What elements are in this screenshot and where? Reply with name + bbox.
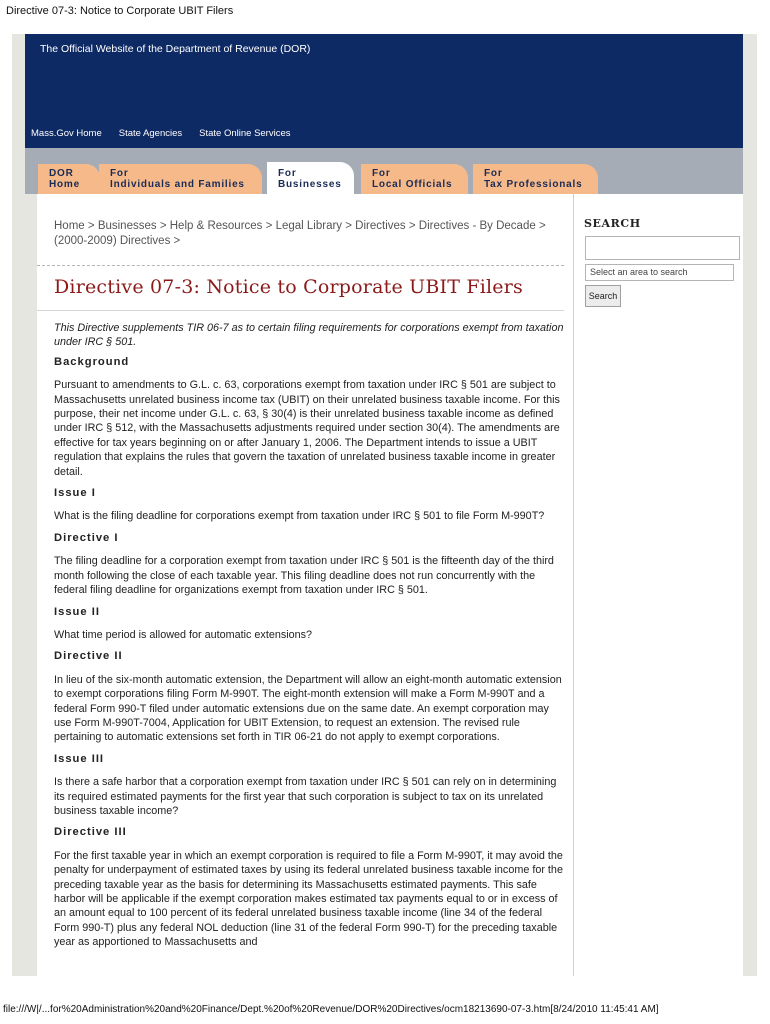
main-content: [37, 194, 573, 976]
nav-link-massgov-home[interactable]: Mass.Gov Home: [31, 128, 102, 139]
breadcrumb-separator: >: [159, 220, 167, 232]
title-rule: [37, 310, 564, 311]
tab-tax-professionals[interactable]: [473, 164, 598, 194]
search-input[interactable]: [585, 236, 740, 260]
section-heading: Directive III: [54, 826, 127, 839]
top-navigation: [31, 128, 291, 139]
section-text: What is the filing deadline for corporations exempt from taxation under IRC § 501 to file Form M-990T?: [54, 510, 545, 523]
breadcrumb-separator: >: [173, 235, 181, 247]
nav-link-state-online-services[interactable]: State Online Services: [199, 128, 291, 139]
tab-individuals-families[interactable]: [99, 164, 262, 194]
breadcrumb-legal-library[interactable]: Legal Library: [275, 220, 343, 232]
section-heading: Directive II: [54, 650, 123, 663]
section-heading: Issue I: [54, 487, 96, 500]
tab-label-line2: Home: [49, 179, 80, 190]
tab-label-line2: Businesses: [278, 179, 342, 190]
site-title: The Official Website of the Department of Revenue (DOR): [40, 43, 311, 55]
tab-label-line2: Individuals and Families: [110, 179, 245, 190]
tab-local-officials[interactable]: [361, 164, 468, 194]
search-sidebar: [573, 194, 743, 976]
tab-label-line1: For: [484, 168, 503, 179]
section-text: What time period is allowed for automatic extensions?: [54, 628, 313, 641]
site-masthead: [25, 34, 743, 148]
tab-label-line1: For: [278, 168, 297, 179]
breadcrumb-directives[interactable]: Directives: [355, 220, 406, 232]
section-heading: Background: [54, 355, 130, 368]
tab-dor-home[interactable]: [38, 164, 100, 194]
breadcrumb-separator: >: [265, 220, 273, 232]
breadcrumb-businesses[interactable]: Businesses: [97, 220, 157, 232]
tab-label-line2: Local Officials: [372, 179, 453, 190]
tab-label-line1: DOR: [49, 168, 74, 179]
directive-body: [54, 321, 564, 957]
section-heading: Issue III: [54, 752, 105, 765]
breadcrumb-by-decade[interactable]: Directives - By Decade: [418, 220, 536, 232]
tab-businesses[interactable]: [267, 162, 354, 194]
breadcrumb-separator: >: [345, 220, 352, 232]
breadcrumb-separator: >: [87, 220, 95, 232]
section-text: For the first taxable year in which an exempt corporation is required to file a Form M-990T, it may avoid the penalty for underpayment of estimated taxes by using its federal unrelated business taxable income for the preceding taxable year as the basis for determining its Massachusetts estimated payments. This safe harbor will be applicable if the exempt corporation makes estimated tax payments equal to or in excess of an amount equal to 100 percent of its federal unrelated business taxable income (line 34 of the federal Form 990-T) plus any federal NOL deduction (line 31 of the federal Form 990-T) for the preceding taxable year as apportioned to Massachusetts and: [54, 849, 563, 949]
tab-label-line1: For: [372, 168, 391, 179]
section-text: Is there a safe harbor that a corporation exempt from taxation under IRC § 501 can rely on in determining its required estimated payments for the first year that such corporation is subject to tax on its unrelated business taxable income?: [54, 776, 557, 817]
search-button[interactable]: Search: [585, 285, 621, 307]
print-footer-url: file:///W|/...for%20Administration%20and%20Finance/Dept.%20of%20Revenue/DOR%20Directives/ocm18213690-07-3.htm[8/24/2010 11:45:41 AM]: [3, 1004, 659, 1015]
nav-link-state-agencies[interactable]: State Agencies: [118, 128, 183, 139]
section-text: Pursuant to amendments to G.L. c. 63, corporations exempt from taxation under IRC § 501 are subject to Massachusetts unrelated business income tax (UBIT) on their unrelated business taxable income. For this purpose, their net income under G.L. c. 63, § 30(4) is their unrelated business taxable income as defined under IRC § 512, with the Massachusetts adjustments required under section 30(4). The amendments are effective for tax years beginning on or after January 1, 2006. The Department intends to issue a UBIT regulation that explains the rules that govern the taxation of unrelated business taxable income in greater detail.: [54, 379, 560, 478]
section-text: The filing deadline for a corporation exempt from taxation under IRC § 501 is the fifteenth day of the third month following the close of each taxable year. This filing deadline does not run concurrently with the federal filing deadline for organizations exempt from taxation under IRC § 501.: [54, 555, 554, 597]
tab-label-line2: Tax Professionals: [484, 179, 583, 190]
tab-label-line1: For: [110, 168, 129, 179]
page-title: Directive 07-3: Notice to Corporate UBIT Filers: [54, 276, 523, 298]
breadcrumb: [54, 219, 554, 249]
section-heading: Issue II: [54, 605, 100, 618]
section-text: In lieu of the six-month automatic extension, the Department will allow an eight-month automatic extension to exempt corporations filing Form M-990T. The eight-month extension will make a Form M-990T and a federal Form 990-T filed under automatic extensions due on the same date. An exempt corporation may use Form M-990T-7004, Application for UBIT Extension, to request an extension. The revised rule pertaining to automatic extensions set forth in TIR 06-21 do not apply to exempt corporations.: [54, 673, 562, 744]
search-heading: SEARCH: [584, 217, 641, 230]
audience-tab-bar: [25, 148, 743, 194]
section-heading: Directive I: [54, 531, 119, 544]
print-header-title: Directive 07-3: Notice to Corporate UBIT Filers: [6, 5, 234, 17]
intro-paragraph: This Directive supplements TIR 06-7 as to certain filing requirements for corporations exempt from taxation under IRC § 501.: [54, 322, 564, 349]
dashed-divider: [37, 265, 564, 266]
breadcrumb-2000-2009[interactable]: (2000-2009) Directives: [54, 235, 171, 247]
breadcrumb-help-resources[interactable]: Help & Resources: [169, 220, 263, 232]
breadcrumb-separator: >: [408, 220, 416, 232]
breadcrumb-separator: >: [538, 220, 546, 232]
breadcrumb-home[interactable]: Home: [54, 220, 85, 232]
search-area-select[interactable]: Select an area to search: [585, 264, 734, 281]
